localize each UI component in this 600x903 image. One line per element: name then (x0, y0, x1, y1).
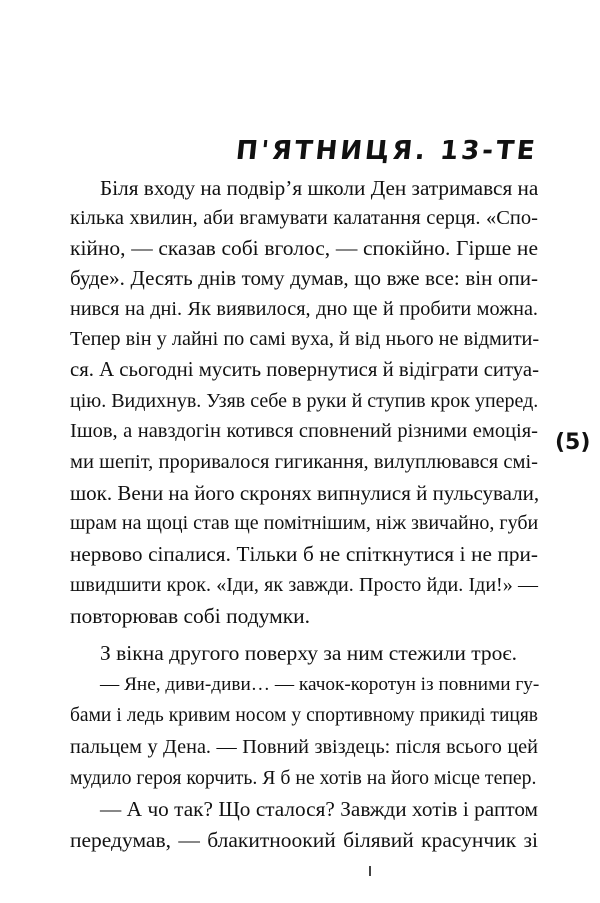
text-line: передумав, — блакитноокий білявий красунчик зі (70, 828, 538, 852)
text-line: швидшити крок. «Іди, як завжди. Просто йди. Іди!» — (70, 574, 538, 596)
text-line: нився на дні. Як виявилося, дно ще й пробити можна. (70, 298, 538, 320)
text-line: шок. Вени на його скронях випнулися й пульсували, (70, 481, 540, 505)
text-line: буде». Десять днів тому думав, що вже все: він опи- (70, 266, 538, 290)
text-line: Біля входу на подвір’я школи Ден затримався на (100, 176, 539, 200)
text-line: ми шепіт, проривалося гигикання, вилуплювався смі- (70, 451, 538, 473)
text-line: бами і ледь кривим носом у спортивному прикиді тицяв (70, 705, 538, 726)
text-line: З вікна другого поверху за ним стежили троє. (100, 641, 517, 665)
text-line: кілька хвилин, аби вгамувати калатання серця. «Спо- (70, 207, 538, 229)
text-line: шрам на щоці став ще помітнішим, ніж звичайно, губи (70, 512, 539, 534)
text-line: Тепер він у лайні по самі вуха, й від нього не відмити- (70, 328, 540, 350)
text-line: кійно, — сказав собі вголос, — спокійно. Гірше не (70, 236, 538, 260)
text-line: повторював собі подумки. (70, 604, 311, 628)
text-line: — Яне, диви-диви… — качок-коротун із повними гу- (100, 674, 540, 695)
text-line: Ішов, а навздогін котився сповнений різними емоція- (70, 420, 538, 442)
page-number: (5) (555, 430, 591, 455)
text-line: нервово сіпалися. Тільки б не спіткнутися і не при- (70, 542, 538, 566)
text-line: — А чо так? Що сталося? Завжди хотів і раптом (100, 797, 538, 821)
scan-speck (369, 866, 371, 876)
text-line: цію. Видихнув. Узяв себе в руки й ступив крок уперед. (70, 390, 539, 412)
text-line: ся. А сьогодні мусить повернутися й відіграти ситуа- (70, 359, 540, 381)
text-line: пальцем у Дена. — Повний звіздець: після всього цей (70, 736, 538, 758)
chapter-title: П'ЯТНИЦЯ. 13-ТЕ (234, 136, 540, 166)
text-line: мудило героя корчить. Я б не хотів на його місце тепер. (70, 767, 537, 789)
